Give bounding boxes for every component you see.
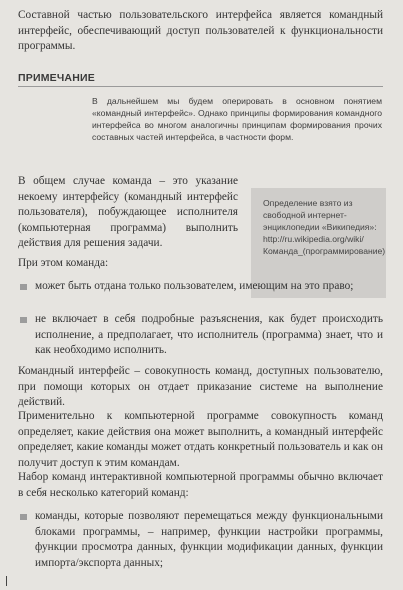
definition-paragraph: В общем случае команда – это указание некоему интерфейсу (командный интерфейс пользователя), побуждающее исполнителя (компьютерная программа) выполнить действия для решения задачи. <box>18 175 238 249</box>
categories-lead: Набор команд интерактивной компьютерной программы обычно включает в себя несколько категорий команд: <box>18 471 383 499</box>
list-item-text: может быть отдана только пользователем, имеющим на это право; <box>35 280 354 292</box>
bullet-marker <box>20 514 27 520</box>
intro-paragraph: Составной частью пользовательского интерфейса является командный интерфейс, обеспечивающий доступ пользователей к функциональности программы. <box>18 9 383 52</box>
note-text: В дальнейшем мы будем оперировать в основном понятием «командный интерфейс». Однако принципы формирования командного интерфейса во многом аналогичны принципам формирования прочих составных частей интерфейса, в частности форм. <box>92 96 382 142</box>
list-item <box>18 312 383 359</box>
note-divider <box>18 86 383 87</box>
command-lead: При этом команда: <box>18 257 109 269</box>
list-item-text: не включает в себя подробные разъяснения, как будет происходить исполнение, а предполагает, что исполнитель (программа) знает, что и как необходимо исполнить. <box>35 313 383 356</box>
bullet-marker <box>20 317 27 323</box>
applied-paragraph: Применительно к компьютерной программе совокупность команд определяет, какие действия она может выполнить, а командный интерфейс определяет, какие команды может отдать конкретный пользователь и как он получит доступ к этим командам. <box>18 410 383 469</box>
bullet-marker <box>20 284 27 290</box>
list-item-text: команды, которые позволяют перемещаться между функциональными блоками программы, – например, функции настройки программы, функции просмотра данных, функции модификации данных, функции импорта/экспорта данных; <box>35 510 383 569</box>
page-edge-mark <box>6 576 7 586</box>
list-item <box>18 509 383 571</box>
sidebar-note-text: Определение взято из свободной интернет-энциклопедии «Википедия»: http://ru.wikipedia.org/wiki/Команда_(программирование) <box>263 198 386 256</box>
command-interface-paragraph: Командный интерфейс – совокупность команд, доступных пользователю, при помощи которых он отдает приказание системе на выполнение действий. <box>18 365 383 408</box>
note-title: ПРИМЕЧАНИЕ <box>18 72 95 84</box>
list-item <box>18 279 383 295</box>
